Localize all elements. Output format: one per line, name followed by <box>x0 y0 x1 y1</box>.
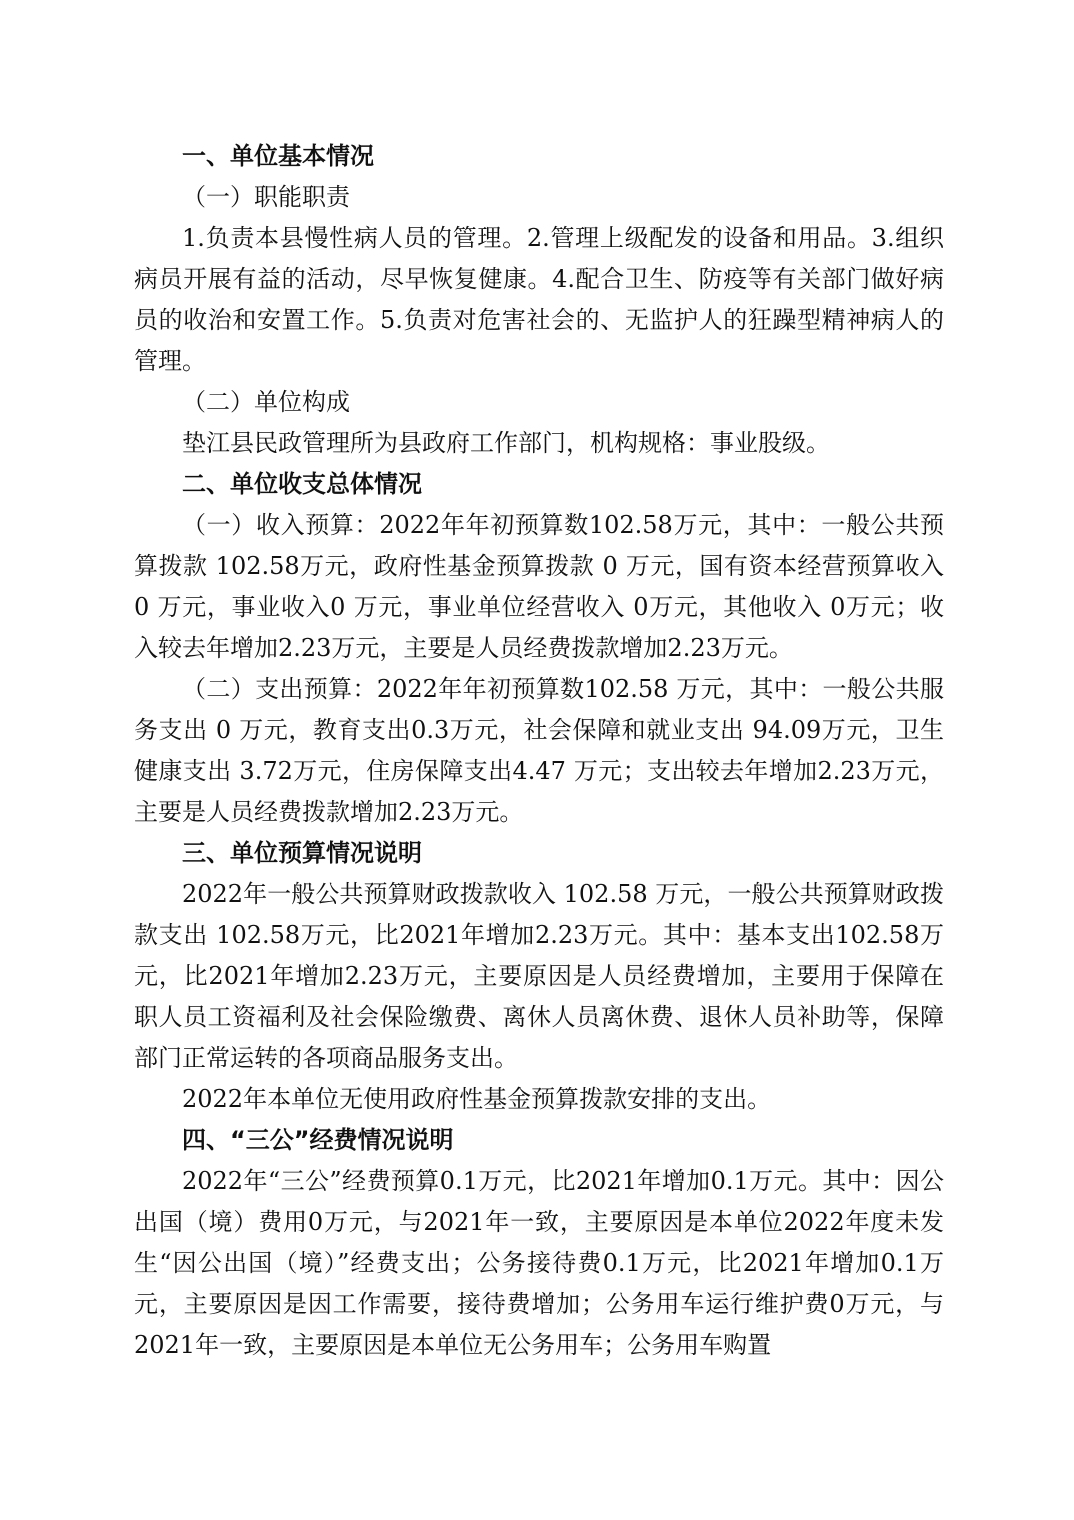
paragraph-expense-budget: （二）支出预算：2022年年初预算数102.58 万元，其中：一般公共服务支出 0 万元，教育支出0.3万元，社会保障和就业支出 94.09万元，卫生健康支出 3.72万元，住房保障支出4.47 万元；支出较去年增加2.23万元，主要是人员经费拨款增加2.23万元。 <box>134 675 944 826</box>
paragraph-composition: 垫江县民政管理所为县政府工作部门，机构规格：事业股级。 <box>182 429 830 457</box>
subheading-composition: （二）单位构成 <box>182 388 350 416</box>
paragraph-income-budget: （一）收入预算：2022年年初预算数102.58万元，其中：一般公共预算拨款 102.58万元，政府性基金预算拨款 0 万元，国有资本经营预算收入 0 万元，事业收入0 万元，事业单位经营收入 0万元，其他收入 0万元；收入较去年增加2.23万元，主要是人员经费拨款增加2.23万元。 <box>134 511 944 662</box>
section-heading-4: 四、“三公”经费情况说明 <box>182 1126 454 1154</box>
paragraph-fund-budget: 2022年本单位无使用政府性基金预算拨款安排的支出。 <box>182 1085 772 1113</box>
subheading-functions: （一）职能职责 <box>182 183 350 211</box>
section-heading-2: 二、单位收支总体情况 <box>182 470 422 498</box>
document-page <box>134 136 944 1366</box>
section-heading-3: 三、单位预算情况说明 <box>182 839 422 867</box>
section-heading-1: 一、单位基本情况 <box>182 142 374 170</box>
paragraph-three-public-expenses: 2022年“三公”经费预算0.1万元，比2021年增加0.1万元。其中：因公出国（境）费用0万元，与2021年一致，主要原因是本单位2022年度未发生“因公出国（境）”经费支出；公务接待费0.1万元，比2021年增加0.1万元，主要原因是因工作需要，接待费增加；公务用车运行维护费0万元，与2021年一致，主要原因是本单位无公务用车；公务用车购置 <box>134 1167 944 1359</box>
paragraph-functions: 1.负责本县慢性病人员的管理。2.管理上级配发的设备和用品。3.组织病员开展有益的活动，尽早恢复健康。4.配合卫生、防疫等有关部门做好病员的收治和安置工作。5.负责对危害社会的、无监护人的狂躁型精神病人的管理。 <box>134 224 944 375</box>
paragraph-budget-explanation: 2022年一般公共预算财政拨款收入 102.58 万元，一般公共预算财政拨款支出 102.58万元，比2021年增加2.23万元。其中：基本支出102.58万元，比2021年增加2.23万元，主要原因是人员经费增加，主要用于保障在职人员工资福利及社会保险缴费、离休人员离休费、退休人员补助等，保障部门正常运转的各项商品服务支出。 <box>134 880 944 1072</box>
